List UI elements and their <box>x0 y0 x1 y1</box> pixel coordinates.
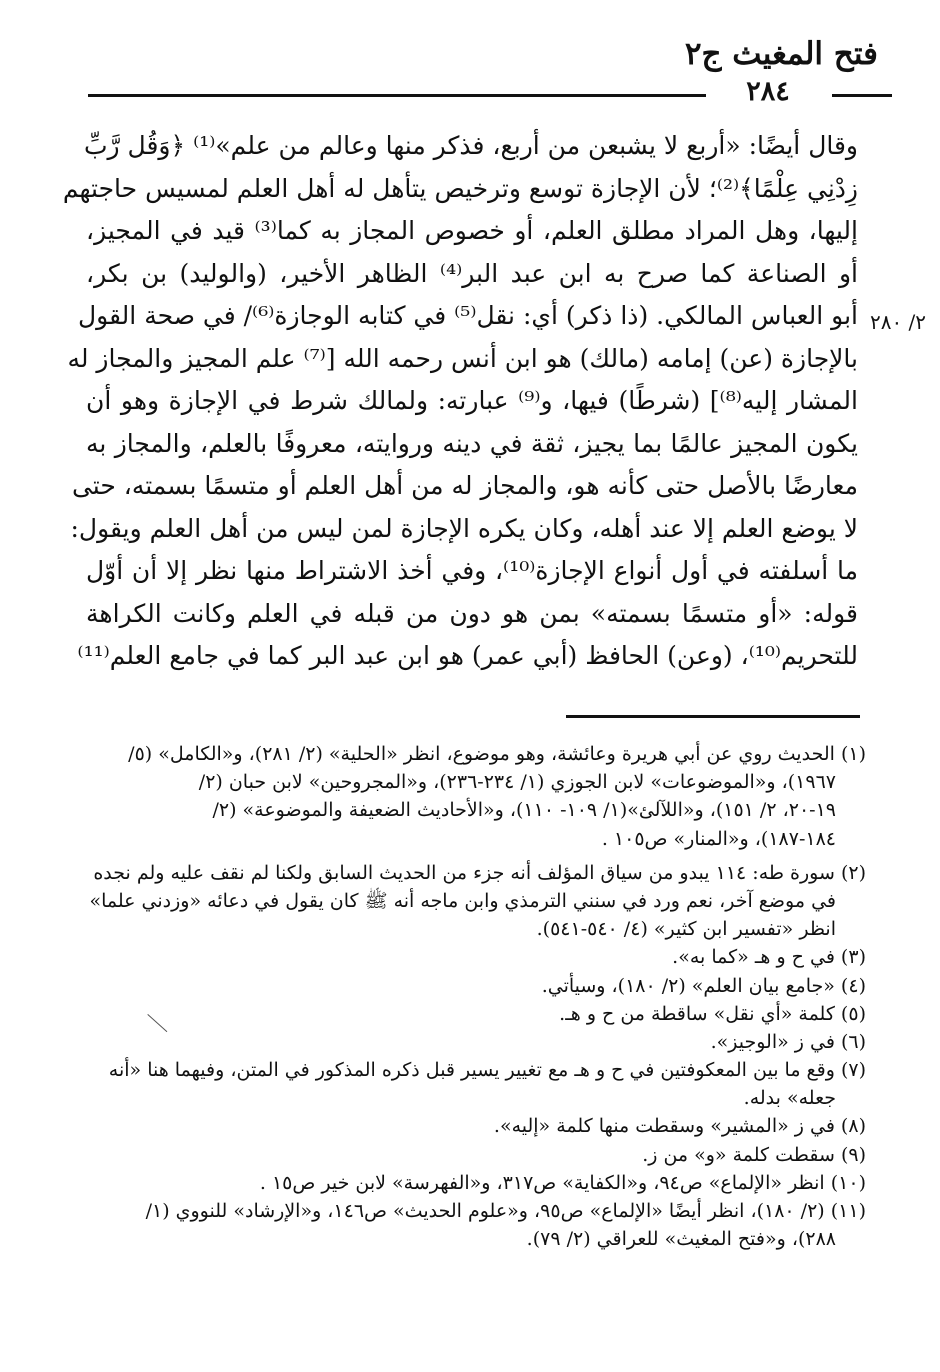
footnote-line: ١٩-٢٠، ٢/ ١٥١)، و«اللآلئ»(١/ ١٠٩- ١١٠)، و«الأحاديث الضعيفة والموضوعة» (٢/ <box>212 799 836 822</box>
text-line: إليها، وهل المراد مطلق العلم، أو خصوص المجاز به كما⁽³⁾ قيد في المجيز، <box>86 216 858 245</box>
footnote-line: (١١) (٢/ ١٨٠)، انظر أيضًا «الإلماع» ص٩٥، و«علوم الحديث» ص١٤٦، و«الإرشاد» للنووي (١/ <box>145 1200 866 1222</box>
text-line: يكون المجيز عالمًا بما يجيز، ثقة في دينه وروايته، معروفًا بالعلم، والمجاز به <box>86 428 858 458</box>
page-number: ٢٨٤ <box>746 76 790 107</box>
main-body-text <box>62 125 858 678</box>
footnote-line: (١٠) انظر «الإلماع» ص٩٤، و«الكفاية» ص٣١٧، و«الفهرسة» لابن خير ص١٥ . <box>259 1171 866 1194</box>
text-line: أو الصناعة كما صرح به ابن عبد البر⁽⁴⁾ الظاهر الأخير، (والوليد) بن بكر، <box>86 258 858 288</box>
footnote-line: (٦) في ز «الوجيز». <box>710 1030 866 1053</box>
text-line: المشار إليه⁽⁸⁾] (شرطًا) فيها، و⁽⁹⁾ عبارته: ولمالك شرط في الإجازة وهو أن <box>86 386 858 415</box>
footnote-line: (٢) سورة طه: ١١٤ يبدو من سياق المؤلف أنه جزء من الحديث السابق ولكنا لم نقف عليه ولم نجده <box>93 861 866 884</box>
text-line: زِدْنِي عِلْمًا﴾⁽²⁾؛ لأن الإجازة توسع وترخيص يتأهل له أهل العلم لمسيس حاجتهم <box>62 173 858 203</box>
text-line: وقال أيضًا: «أربع لا يشبعن من أربع، فذكر منها وعالم من علم»⁽¹⁾ ﴿وَقُل رَّبِّ <box>83 131 858 160</box>
header-rule <box>88 94 706 97</box>
text-line: معارضًا بالأصل حتى كأنه هو، والمجاز له من أهل العلم أو متسمًا بسمته، حتى <box>71 471 858 500</box>
text-line: لا يوضع العلم إلا عند أهله، وكان يكره الإجازة لمن ليس من أهل العلم ويقول: <box>70 513 858 543</box>
footnote-line: (٩) سقطت كلمة «و» من ز. <box>642 1143 866 1166</box>
footnote-line: (٥) كلمة «أي نقل» ساقطة من ح و هـ. <box>559 1002 866 1025</box>
footnote-line: في موضع آخر، نعم ورد في سنني الترمذي وابن ماجه أنه ﷺ كان يقول في دعائه «وزدني علما» <box>89 889 836 912</box>
footnote-line: جعله» بدله. <box>743 1087 836 1110</box>
footnotes <box>70 740 866 1253</box>
footnote-line: (٨) في ز «المشير» وسقطت منها كلمة «إليه». <box>493 1115 866 1138</box>
footnote-line: (٣) في ح و هـ «كما به». <box>672 946 866 969</box>
text-line: بالإجازة (عن) إمامه (مالك) هو ابن أنس رحمه الله [⁽⁷⁾ علم المجيز والمجاز له <box>67 343 858 373</box>
text-line: قوله: «أو متسمًا بسمته» بمن هو دون من قبله في العلم وكانت الكراهة <box>86 598 858 628</box>
text-line: ما أسلفته في أول أنواع الإجازة⁽¹⁰⁾، وفي أخذ الاشتراط منها نظر إلا أن أوّل <box>86 556 858 585</box>
footnote-line: ٢٨٨)، و«فتح المغيث» للعراقي (٢/ ٧٩). <box>526 1228 836 1251</box>
running-header-title: فتح المغيث ج٢ <box>684 36 878 72</box>
footnote-line: (٧) وقع ما بين المعكوفتين في ح و هـ مع تغيير يسير قبل ذكره المذكور في المتن، وفيهما هنا «أنه <box>108 1059 866 1082</box>
footnote-line: ١٨٤-١٨٧)، و«المنار» ص١٠٥ . <box>601 827 836 850</box>
margin-reference: ٢/ ٢٨٠ <box>869 310 927 334</box>
text-line: للتحريم⁽¹⁰⁾، (وعن) الحافظ (أبي عمر) هو ابن عبد البر كما في جامع العلم⁽¹¹⁾ <box>77 641 858 670</box>
text-line: أبو العباس المالكي. (ذا ذكر) أي: نقل⁽⁵⁾ في كتابه الوجازة⁽⁶⁾/ في صحة القول <box>77 301 858 330</box>
footnote-line: (١) الحديث روي عن أبي هريرة وعائشة، وهو موضوع، انظر «الحلية» (٢/ ٢٨١)، و«الكامل» (٥/ <box>128 743 866 765</box>
footnote-separator <box>566 715 860 718</box>
footnote-line: انظر «تفسير ابن كثير» (٤/ ٥٤٠-٥٤١). <box>536 918 836 941</box>
footnote-line: (٤) «جامع بيان العلم» (٢/ ١٨٠)، وسيأتي. <box>541 974 866 997</box>
footnote-line: ١٩٦٧)، و«الموضوعات» لابن الجوزي (١/ ٢٣٤-٢٣٦)، و«المجروحين» لابن حبان (٢/ <box>198 771 836 794</box>
header-rule-right <box>832 94 892 97</box>
